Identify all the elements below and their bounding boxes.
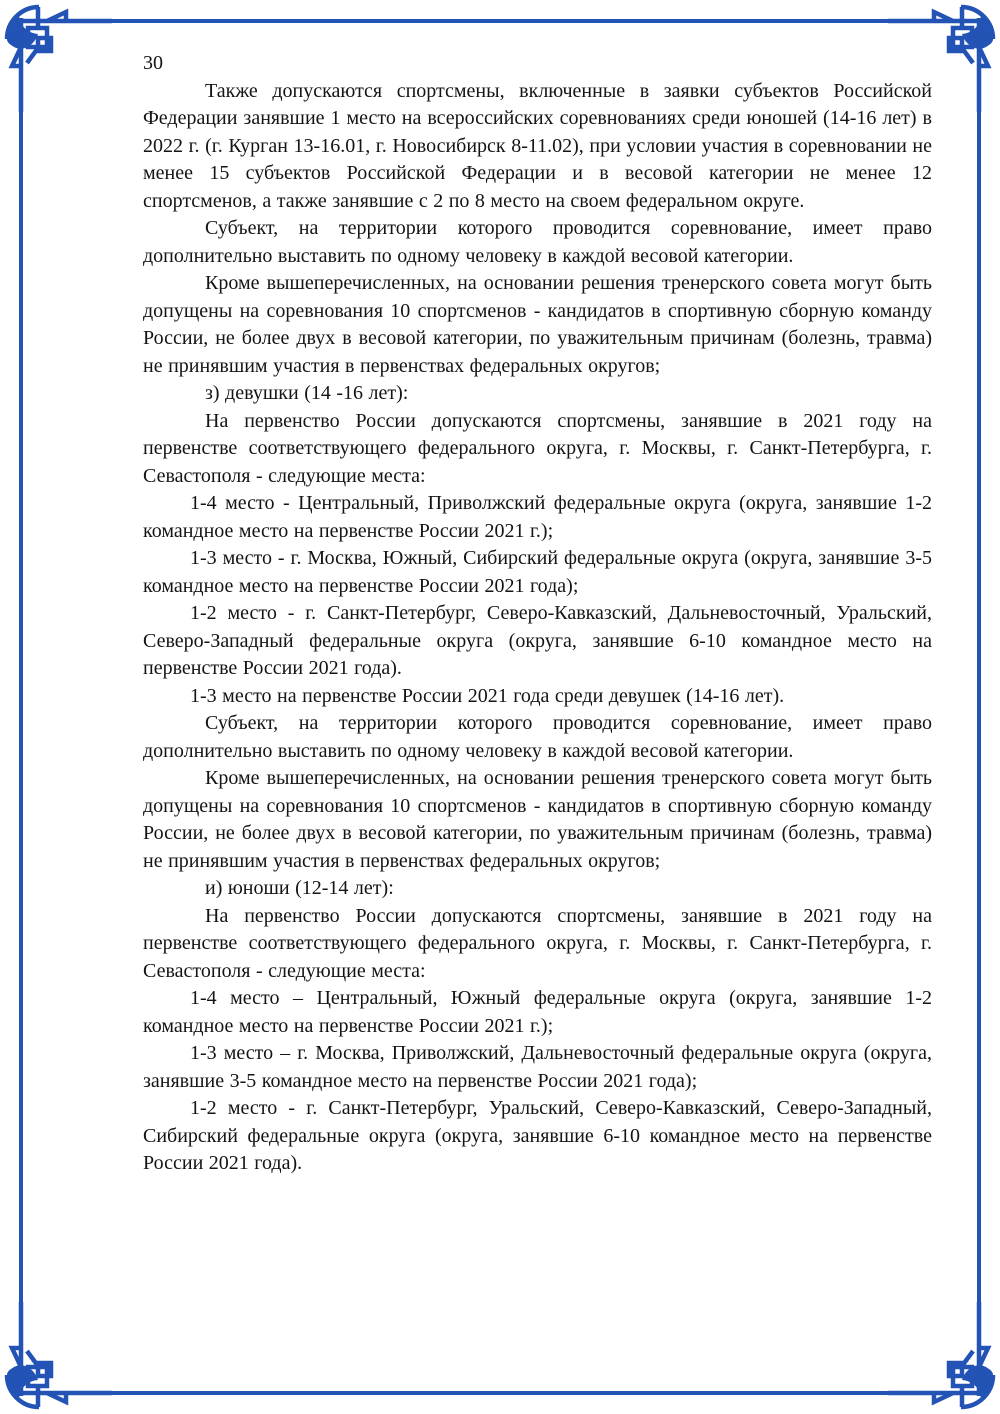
paragraph-place-rule: 1-4 место - Центральный, Приволжский федеральные округа (округа, занявшие 1-2 командное место на первенстве России 2021 г.);: [143, 492, 932, 542]
paragraph: Субъект, на территории которого проводится соревнование, имеет право дополнительно выставить по одному человеку в каждой весовой категории.: [143, 217, 932, 267]
page-content: [143, 50, 932, 1178]
paragraph-place-rule: 1-2 место - г. Санкт-Петербург, Северо-Кавказский, Дальневосточный, Уральский, Северо-Западный федеральные округа (округа, занявшие 6-10 командное место на первенстве России 2021 года).: [143, 602, 932, 679]
frame-border-bottom: [100, 1391, 900, 1395]
page-number: 30: [143, 52, 163, 74]
paragraph-place-rule: 1-3 место - г. Москва, Южный, Сибирский федеральные округа (округа, занявшие 3-5 командное место на первенстве России 2021 года);: [143, 547, 932, 597]
paragraph-place-rule: 1-3 место на первенстве России 2021 года среди девушек (14-16 лет).: [190, 684, 785, 707]
paragraph: На первенство России допускаются спортсмены, занявшие в 2021 году на первенстве соответствующего федерального округа, г. Москвы, г. Санкт-Петербурга, г. Севастополя - следующие места:: [143, 409, 932, 487]
paragraph-place-rule: 1-2 место - г. Санкт-Петербург, Уральский, Северо-Кавказский, Северо-Западный, Сибирский федеральные округа (округа, занявшие 6-10 командное место на первенстве России 2021 года).: [143, 1097, 932, 1174]
paragraph: Субъект, на территории которого проводится соревнование, имеет право дополнительно выставить по одному человеку в каждой весовой категории.: [143, 712, 932, 762]
paragraph-section-girls: з) девушки (14 -16 лет):: [205, 382, 409, 404]
frame-border-left: [19, 100, 23, 1314]
paragraph-place-rule: 1-4 место – Центральный, Южный федеральные округа (округа, занявшие 1-2 командное место на первенстве России 2021 г.);: [143, 987, 932, 1037]
paragraph: Кроме вышеперечисленных, на основании решения тренерского совета могут быть допущены на соревнования 10 спортсменов - кандидатов в спортивную сборную команду России, не более двух в весовой категории, по уважительным причинам (болезнь, травма) не принявшим участия в первенствах федеральных округов;: [143, 272, 932, 377]
corner-ornament-bottom-right-icon: [888, 1302, 1000, 1414]
corner-ornament-top-left-icon: [0, 0, 112, 112]
frame-border-top: [100, 19, 900, 23]
frame-border-right: [977, 100, 981, 1314]
paragraph-section-boys: и) юноши (12-14 лет):: [205, 877, 394, 899]
paragraph: Также допускаются спортсмены, включенные в заявки субъектов Российской Федерации занявшие 1 место на всероссийских соревнованиях среди юношей (14-16 лет) в 2022 г. (г. Курган 13-16.01, г. Новосибирск 8-11.02), при условии участия в соревновании не менее 15 субъектов Российской Федерации и в весовой категории не менее 12 спортсменов, а также занявшие с 2 по 8 место на своем федеральном округе.: [143, 79, 932, 212]
corner-ornament-bottom-left-icon: [0, 1302, 112, 1414]
paragraph-place-rule: 1-3 место – г. Москва, Приволжский, Дальневосточный федеральные округа (округа, занявшие 3-5 командное место на первенстве России 2021 года);: [143, 1042, 932, 1092]
paragraph: Кроме вышеперечисленных, на основании решения тренерского совета могут быть допущены на соревнования 10 спортсменов - кандидатов в спортивную сборную команду России, не более двух в весовой категории, по уважительным причинам (болезнь, травма) не принявшим участия в первенствах федеральных округов;: [143, 767, 932, 872]
paragraph: На первенство России допускаются спортсмены, занявшие в 2021 году на первенстве соответствующего федерального округа, г. Москвы, г. Санкт-Петербурга, г. Севастополя - следующие места:: [143, 904, 932, 982]
